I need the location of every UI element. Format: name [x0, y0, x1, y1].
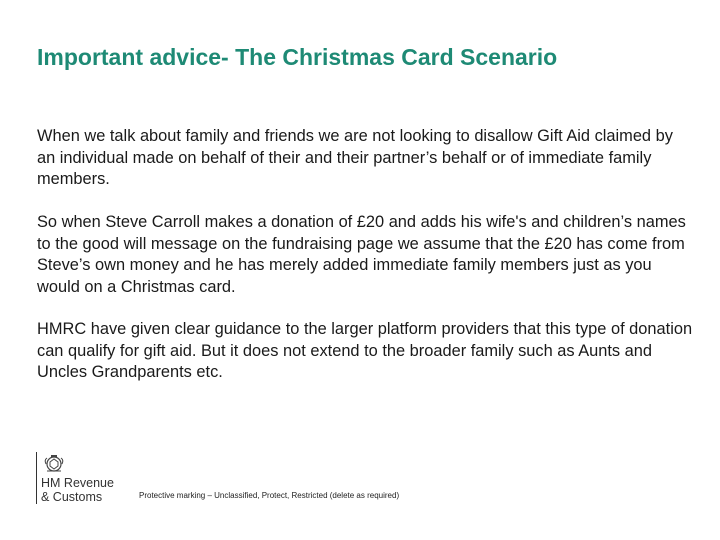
slide-title: Important advice- The Christmas Card Scenario	[37, 44, 558, 70]
logo-text-line2: & Customs	[41, 490, 103, 504]
hmrc-logo	[36, 452, 146, 506]
paragraph-family-friends: When we talk about family and friends we are not looking to disallow Gift Aid claimed by an individual made on behalf of their and their partner’s behalf or of immediate family members.	[37, 127, 673, 188]
logo-text-line1: HM Revenue	[41, 476, 114, 490]
protective-marking-note: Protective marking – Unclassified, Protect, Restricted (delete as required)	[139, 491, 400, 500]
logo-divider	[36, 452, 37, 504]
paragraph-hmrc-guidance: HMRC have given clear guidance to the larger platform providers that this type of donation can qualify for gift aid. But it does not extend to the broader family such as Aunts and Uncles Grandparents etc.	[37, 320, 693, 381]
logo-text	[41, 476, 114, 504]
royal-crest-icon	[43, 454, 65, 474]
paragraph-steve-example: So when Steve Carroll makes a donation of £20 and adds his wife's and children’s names to the good will message on the fundraising page we assume that the £20 has come from Steve’s own money and he has merely added immediate family members just as you would on a Christmas card.	[37, 213, 686, 296]
